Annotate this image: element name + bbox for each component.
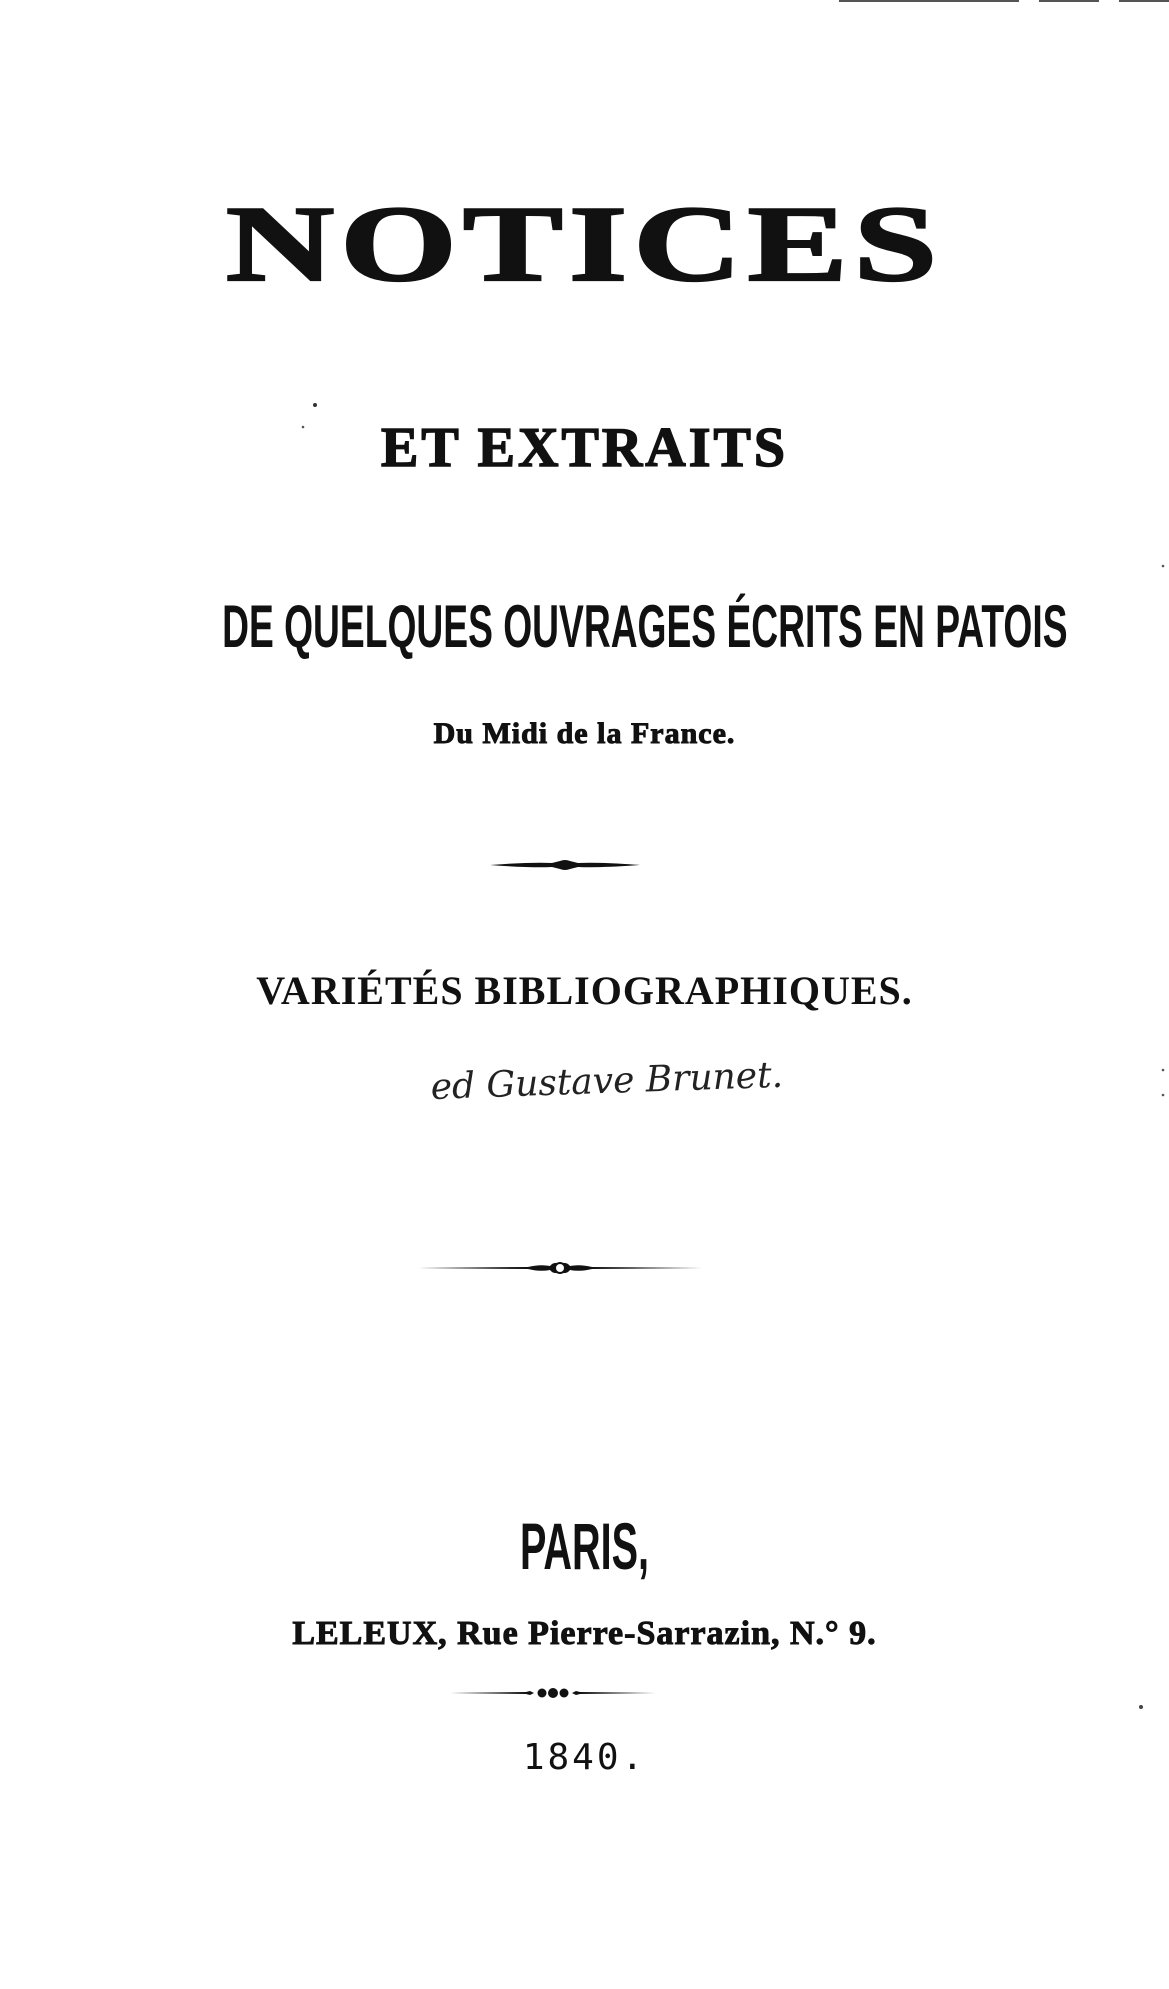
subtitle-midi: Du Midi de la France. [433,717,736,750]
imprint-year: 1840. [522,1737,647,1778]
imprint-place: PARIS, [519,1509,650,1583]
subtitle-varietes: VARIÉTÉS BIBLIOGRAPHIQUES. [256,968,913,1013]
bead-ornament [450,1686,656,1700]
imprint-publisher: LELEUX, Rue Pierre-Sarrazin, N.° 9. [292,1615,877,1652]
subtitle-ouvrages: DE QUELQUES OUVRAGES ÉCRITS EN PATOIS [222,593,1068,660]
dash-ornament [490,857,640,873]
handwritten-attribution: ed Gustave Brunet. [429,1054,784,1108]
subtitle-et-extraits: ET EXTRAITS [380,417,788,479]
main-title: NOTICES [225,184,944,304]
top-edge-rule [839,0,1169,4]
scroll-ornament [418,1258,702,1278]
